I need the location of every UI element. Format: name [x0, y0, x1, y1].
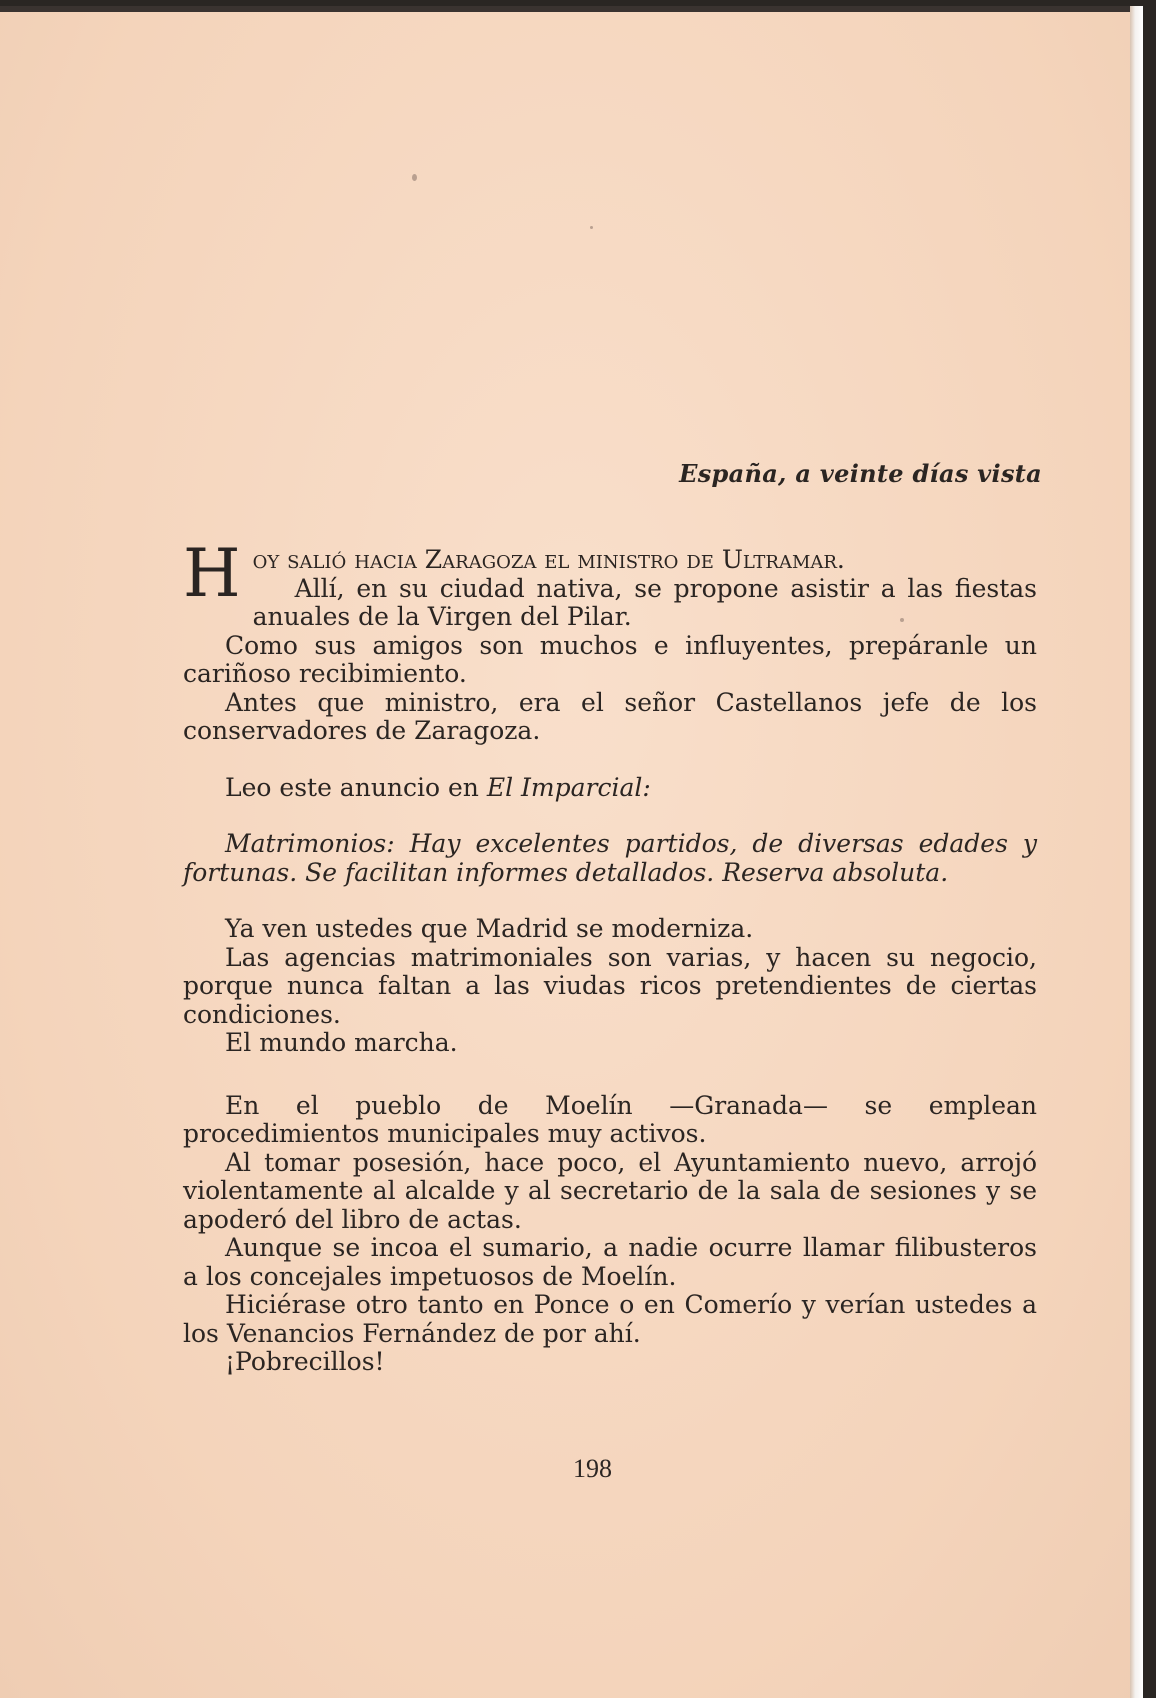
paragraph-5-lead: Leo este anuncio en [225, 772, 487, 802]
paragraph-5 [183, 774, 1037, 803]
page-number: 198 [573, 1454, 612, 1483]
body-text [183, 535, 1037, 1377]
paragraph-3: Como sus amigos son muchos e influyentes, prepáranle un cariñoso recibimiento. [183, 630, 1037, 688]
paragraph-2: Allí, en su ciudad nativa, se propone asistir a las fiestas anuales de la Virgen del Pilar. [252, 573, 1037, 631]
paragraph-11: Al tomar posesión, hace poco, el Ayuntamiento nuevo, arrojó violentamente al alcalde y al secretario de la sala de sesiones y se apoderó del libro de actas. [183, 1147, 1037, 1234]
book-page [0, 6, 1143, 1698]
paragraph-8: Las agencias matrimoniales son varias, y hacen su negocio, porque nunca faltan a las viudas ricos pretendientes de ciertas condiciones. [183, 942, 1037, 1029]
paragraph-14: ¡Pobrecillos! [225, 1347, 385, 1376]
newspaper-name: El Imparcial: [486, 772, 651, 802]
paragraph-12: Aunque se incoa el sumario, a nadie ocurre llamar filibusteros a los concejales impetuosos de Moelín. [183, 1233, 1037, 1291]
paragraph-4: Antes que ministro, era el señor Castellanos jefe de los conservadores de Zaragoza. [183, 687, 1037, 745]
paper-speck [590, 226, 593, 229]
page-right-edge [1130, 6, 1143, 1698]
opening-small-caps: oy salió hacia Zaragoza el ministro de Ultramar. [252, 545, 845, 574]
paragraph-10: En el pueblo de Moelín —Granada— se emplean procedimientos municipales muy activos. [183, 1090, 1037, 1148]
paper-speck [412, 174, 417, 181]
advertisement-quote: Matrimonios: Hay excelentes partidos, de diversas edades y fortunas. Se facilitan informes detallados. Reserva absoluta. [183, 829, 1037, 887]
paragraph-7: Ya ven ustedes que Madrid se moderniza. [225, 914, 754, 943]
paragraph-9: El mundo marcha. [225, 1028, 458, 1057]
section-title: España, a veinte días vista [679, 459, 1042, 488]
page-top-edge [0, 6, 1143, 12]
paragraph-13: Hiciérase otro tanto en Ponce o en Comerío y verían ustedes a los Venancios Fernández de por ahí. [183, 1290, 1037, 1348]
drop-cap: H [183, 535, 241, 612]
